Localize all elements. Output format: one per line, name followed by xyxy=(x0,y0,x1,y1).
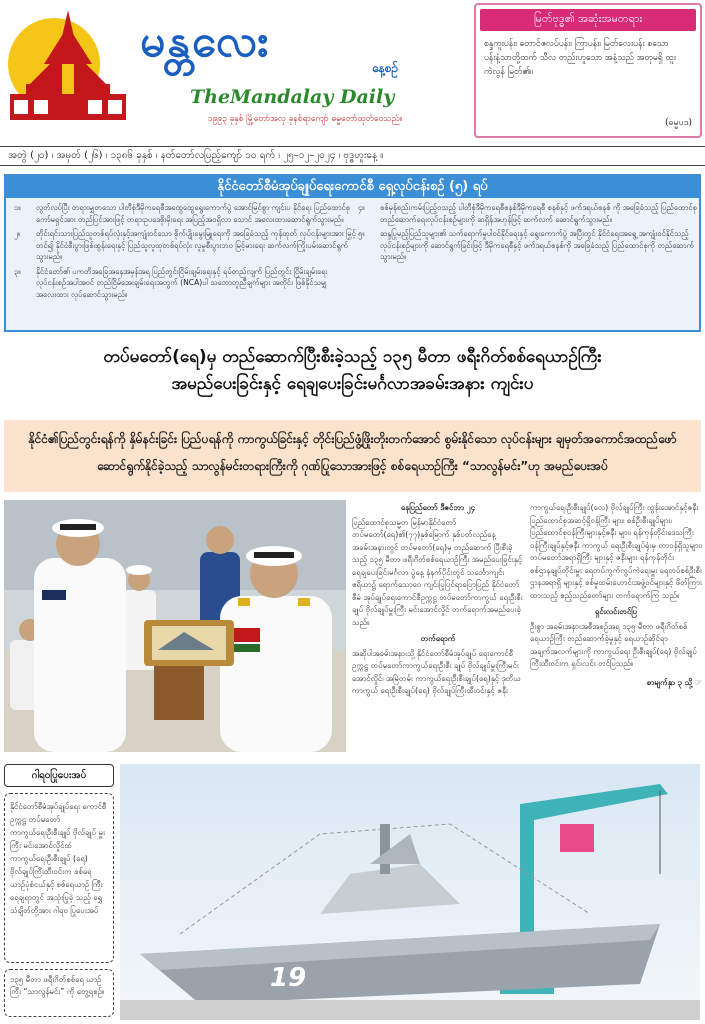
newspaper-title: မန္တလေး xyxy=(140,16,271,67)
objective-text: တိုင်းရင်းသားပြည်သူတစ်ရပ်လုံးနှင့်အကျုံးဝင်သော စိုက်ပျိုးမွေးမြူရေးကို အခြေခံသည့် ကုန်ထုတ် လုပ်ငန်းများအား မြှင့်တင်၍ နိုင်ငံစီးပွားဖြစ်ထွန်းရေးနှင့် ပြည်သူလူထုတစ်ရပ်လုံး လူမှုစီးပွားဘဝ မြင့်မားရေး ဆက်လက်ကြိုးပမ်းဆောင်ရွက်သွားမည်။ xyxy=(36,229,356,261)
headline-line-1: တပ်မတော်(ရေ)မှ တည်ဆောက်ပြီးစီးခဲ့သည့် ၁၃၅ မီတာ ဖရီးဂိတ်စစ်ရေယာဉ်ကြီး xyxy=(103,347,602,367)
objective-item xyxy=(14,266,356,301)
article-body-text: ဦးစွာ အခမ်းအနားအစီအစဉ်အရ ၁၃၅ မီတာ ဖရီးဂိတ်စစ်ရေယာဉ်ကြီး တည်ဆောက်ခဲ့မှုနှင့် ရေယာဉ်ဆိုင်ရာအချက်အလက်များကို ကာကွယ်ရေး ဦးစီးချုပ်(ရေ) ဗိုလ်ချုပ်ကြီးထီးဝင်းက ရှင်းလင်း တင်ပြသည်။ xyxy=(530,621,697,668)
objective-number: ၄။ xyxy=(358,203,365,212)
article-body-text: ကာကွယ်ရေးဦးစီးချုပ်(လေ) ဗိုလ်ချုပ်ကြီး ထွန်းအောင်နှင့်ဇနီးပြည်ထောင်စုအဆင့်ရှိဝန်ကြီး များ၊ စစ်ဦးစီးချုပ်များ၊ ပြည်ထောင်စုဝန်ကြီးများနှင့်ဇနီး များ၊ ရန်ကုန်တိုင်းဒေသကြီးဝန်ကြီးချုပ်နှင့်ဇနီး ကာကွယ် ရေးဦးစီးချုပ်ရုံးမှ တာဝန်ရှိသူများ၊ တပ်မတော်အရာရှိကြီး များနှင့် ဇနီးများ ရန်ကုန်တိုင်းစစ်ဌာနချုပ်တိုင်းမှူး ရေတပ်ကွက်ကွပ်ကဲရေးမှူး ရေတပ်စစ်ဦးစီးဌာနအရာရှိ များနှင့် စစ်မှုထမ်းဟောင်းအဖွဲ့ဝင်များနှင့် ဖိတ်ကြား ထားသည့် ဧည့်သည်တော်များ တက်ရောက်ကြ သည်။ xyxy=(530,503,702,600)
objective-text: လွတ်လပ်ပြီး တရားမျှတသော ပါတီစုံဒီမိုကရေစီအထွေထွေရွေးကောက်ပွဲ အောင်မြင်စွာ ကျင်းပ နိုင်ရေး ပြည်ထောင်စုကော်မရှင်အား တည်ပြင်အားဖြင့် တရားဥပဒေစိုးမိုးရေး အပြည့်အဝရှိလာ သောင် အလေးထားဆောင်ရွက်သွားမည်။ xyxy=(36,203,351,224)
objectives-column-right xyxy=(358,202,700,266)
newspaper-title-english: TheMandalay Daily xyxy=(190,86,395,108)
subhead-line-1: နိုင်ငံ၏ပြည်တွင်းရန်ကို နှိမ်နင်းခြင်း ပြည်ပရန်ကို ကာကွယ်ခြင်းနှင့် တိုင်းပြည်ဖွံ့ဖြိုးတိုးတက်အောင် စွမ်းနိုင်သော လုပ်ငန်းများ ချမှတ်အကောင်အထည်ဖော် xyxy=(28,432,677,446)
objective-item xyxy=(358,202,700,225)
main-headline xyxy=(4,338,701,416)
headline-line-2: အမည်ပေးခြင်းနှင့် ရေချပေးခြင်းမင်္ဂလာအခမ်းအနား ကျင်းပ xyxy=(171,374,534,394)
objective-item xyxy=(14,202,356,225)
article-dateline: နေပြည်တော် ဒီဇင်ဘာ ၂၄ xyxy=(401,503,475,512)
ship-caption: ၁၃၅ မီတာ ဖရီးဂိတ်စစ်ရေ ယာဉ်ကြီး “သာလွန်မင်း” ကို တွေ့ရစဉ်။ xyxy=(4,969,114,1017)
article-subheading: ရှင်းလင်းတင်ပြ xyxy=(594,607,638,616)
objective-text: ဆန္ဒပြုမည့်ပြည်သူများ၏ သက်ရောက်မှုပါဝင်နိုင်ရေးနှင့် ရွေးကောက်ပွဲ အပြီးတွင် နိုင်ငံရေးအရွေ့ အကျုံးဝင်နိုင်သည့် လုပ်ငန်းစဉ်များကို ဆောင်ရွက်ခြင်းဖြင့် ဒီမိုကရေစီနှင့် ဖက်ဒရယ်စနစ်ကို အခြေခံသည့် ပြည်ထောင်စုကို တည်ဆောက်သွားမည်။ xyxy=(380,229,694,261)
objective-item xyxy=(14,228,356,263)
sidebar-box xyxy=(4,764,114,1020)
quote-text: စန္ဒကူးပန်း၊ တောင်ဇလပ်ပန်း၊ ကြာပန်း၊ မြတ်လေးပန်း စသော ပန်းနံ့သာတို့ထက် သီလ တည်းဟူသော အနံ့သည် အတုမရှိ ထူးကဲလွန် မြတ်၏။ xyxy=(484,39,676,77)
quote-source: (ဓမ္မပဒ) xyxy=(664,118,692,128)
article-body-text: အဆိုပါအခမ်းအနားသို့ နိုင်ငံတော်စီမံအုပ်ချုပ် ရေးကောင်စီဥက္ကဋ္ဌ တပ်မတော်ကာကွယ်ရေးဦးစီး ချုပ် ဗိုလ်ချုပ်မှူးကြီးမင်းအောင်လှိုင်၊ အမြဲတမ်း ကာကွယ်ရေးဦးစီးချုပ်(ရေ)နှင့် ဒုတိယကာကွယ် ရေးဦးစီးချုပ်(ရေ) ဗိုလ်ချုပ်ကြီးထီးဝင်းနှင့် ဇနီး xyxy=(352,648,521,695)
objective-text: စစ်မှန်စည်းကမ်းပြည့်ဝသည့် ပါတီစုံဒီမိုကရေစီစနစ်ဒီမိုကရေစီ စနစ်နှင့် ဖက်ဒရယ်စနစ် ကို အခြေခံသည့် ပြည်ထောင်စုတည်ဆောက်ရေးလုပ်ငန်းစဉ်များကို ဆရှိန်အဟုန်ဖြင့် ဆက်လက် ဆောင်ရွက်သွားမည်။ xyxy=(380,203,697,224)
objective-text: နိုင်ငံတော်၏ ပကတိအခြေအနေအမှန်အရ ပြည်တွင်းငြိမ်းချမ်းရေးနှင့် ရပ်တည်လျက် ပြည်တွင်း ငြိမ်းချမ်းရေးလုပ်ငန်းစဉ်အပါအဝင် တည်ငြိမ်အေးချမ်းရေးအတွက် (NCA)ပါ သဘောတူညီချက်များ အတိုင်း ဖြစ်နိုင်သမျှ အလေးထား လုပ်ဆောင်သွားမည်။ xyxy=(36,266,328,299)
issue-info-line: အတွဲ (၂၀) ၊ အမှတ် (၂၆) ၊ ၁၃၈၆ ခုနှစ် ၊ နတ်တော်လပြည့်ကျော် ၁၀ ရက် ၊ ၂၅–၁၂–၂၀၂၄ ၊ ဗုဒ္ဓဟူးနေ့ ။ xyxy=(0,146,705,166)
hull-number: 19 xyxy=(270,963,307,993)
ceremony-photo xyxy=(4,500,346,752)
sub-headline xyxy=(4,420,701,492)
objectives-column-left xyxy=(14,202,356,303)
objectives-title: နိုင်ငံတော်စီမံအုပ်ချုပ်ရေးကောင်စီ ရှေ့လုပ်ငန်းစဉ် (၅) ရပ် xyxy=(6,176,699,198)
objective-number: ၂။ xyxy=(14,229,21,238)
subhead-line-2: ဆောင်ရွက်နိုင်ခဲ့သည့် သာလွန်မင်းတရားကြီးကို ဂုဏ်ပြုသောအားဖြင့် စစ်ရေယာဉ်ကြီး “သာလွန်မင်း”ဟု အမည်ပေးအပ် xyxy=(97,459,608,473)
masthead-tagline: ၁၉၉၃ ခုနှစ် မြို့တော်အလှ ခုနစ်ရာကျော် ဓမ္မတော်ထုတ်ဝေသည်။ xyxy=(207,114,403,124)
buddha-teaching-box xyxy=(474,3,702,138)
quote-title: မြတ်ဗုဒ္ဓ၏ အဆုံးအမတရား xyxy=(480,9,696,31)
article-column-1 xyxy=(352,502,524,698)
frigate-photo xyxy=(120,764,700,1020)
article-column-2 xyxy=(530,502,702,689)
objective-number: ၅။ xyxy=(358,229,365,238)
article-body-text: ပြည်ထောင်စုသမ္မတ မြန်မာနိုင်ငံတော် တပ်မတော်(ရေ)၏(၇၇)နှစ်မြောက် နှစ်ပတ်လည်နေ့ အခမ်းအနားတွင် တပ်မတော်(ရေ)မှ တည်ဆောက် ပြီးစီးခဲ့သည့် ၁၃၅ မီတာ ဖရီးဂိတ်စစ်ရေယာဉ်ကြီး အမည်ပေးခြင်းနှင့် ရေချပေးခြင်းမင်္ဂလာ ပွဲနေ့ နံနက်ပိုင်းတွင် သင်္ဘောကျင်းဧရိယာ၌ ရောက်သောဝေ ကျင်းပြုပြင်ရာပြောပြည် နိုင်ငံတော်စီမံ အုပ်ချုပ်ရေးကောင်စီဥက္ကဋ္ဌ တပ်မတော်ကာကွယ် ရေးဦးစီးချုပ် ဗိုလ်ချုပ်မှူးကြီး မင်းအောင်လှိုင် တက်ရောက်အမည်ပေးခဲ့သည်။ xyxy=(352,517,523,627)
continued-on-page-link[interactable]: စာမျက်နှာ ၃ သို့ ☞ xyxy=(646,677,702,687)
objective-item xyxy=(358,228,700,263)
sidebar-caption: နိုင်ငံတော်စီမံအုပ်ချုပ်ရေး ကောင်စီဥက္ကဋ္ဌ တပ်မတော် ကာကွယ်ရေးဦးစီးချုပ် ဗိုလ်ချုပ် မှူးကြီး မင်းအောင်လှိုင်ထံ ကာကွယ်ရေးဦးစီးချုပ် (ရေ) ဗိုလ်ချုပ်ကြီးထီးဝင်းက စစ်ရေ ယာဉ်ပုံစံငယ်နှင့် စစ်ရေယာဉ် ကြီး ရေချရာတွင် အသုံးပြုခဲ့ သည့် ရွှေသံချိတ်တို့အား ဂါရဝ ပြုပေးအပ် xyxy=(4,793,114,963)
objective-number: ၁။ xyxy=(14,203,21,212)
pagoda-logo-icon xyxy=(4,6,132,124)
state-objectives-box xyxy=(4,174,701,332)
newspaper-title-daily: နေ့စဉ် xyxy=(372,61,399,75)
objective-number: ၃။ xyxy=(14,266,21,276)
sidebar-title: ဂါရဝပြုပေးအပ် xyxy=(4,764,114,787)
article-subheading: တက်ရောက် xyxy=(420,634,456,643)
